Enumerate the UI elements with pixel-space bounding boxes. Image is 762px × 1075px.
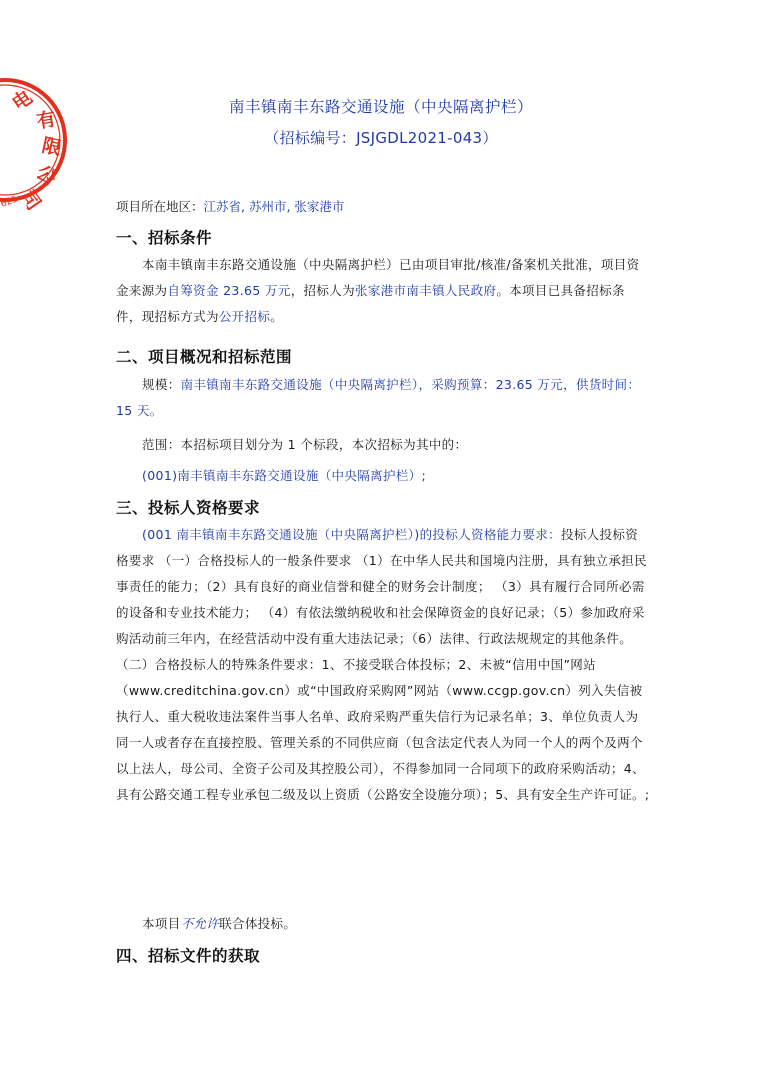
qualification-requirements: [116, 522, 650, 808]
scale-value: 南丰镇南丰东路交通设施（中央隔离护栏），采购预算：23.65 万元，供货时间：15 天。: [116, 377, 641, 418]
section-heading-1: 一、招标条件: [116, 229, 213, 247]
svg-text:有: 有: [35, 107, 58, 133]
text-span: 投标人投标资格要求 （一）合格投标人的一般条件要求 （1）在中华人民共和国境内注册，具有独立承担民事责任的能力；（2）具有良好的商业信誉和健全的财务会计制度； （3）具有履行合同所必需的设备和专业技术能力； （4）有依法缴纳税收和社会保障资金的良好记录；（5）参加政府采购活动前三年内，在经营活动中没有重大违法记录；（6）法律、行政法规规定的其他条件。（二）合格投标人的特殊条件要求：1、不接受联合体投标；2、未被“信用中国”网站（www.creditchina.gov.cn）或“中国政府采购网”网站（www.ccgp.gov.cn）列入失信被执行人、重大税收违法案件当事人名单、政府采购严重失信行为记录名单；3、单位负责人为同一人或者存在直接控股、管理关系的不同供应商（包含法定代表人为同一个人的两个及两个以上法人，母公司、全资子公司及其控股公司），不得参加同一合同项下的政府采购活动；4、具有公路交通工程专业承包二级及以上资质（公路安全设施分项）；5、具有安全生产许可证。;: [116, 527, 650, 802]
svg-text:电: 电: [8, 86, 37, 116]
text-span: 联合体投标。: [219, 916, 297, 931]
section-heading-3: 三、投标人资格要求: [116, 499, 261, 517]
tender-method: 公开招标: [218, 309, 271, 324]
lot-ref: (001 南丰镇南丰东路交通设施（中央隔离护栏）)的投标人资格能力要求：: [142, 527, 561, 542]
text-span: ，招标人为: [290, 283, 355, 298]
consortium-note: [116, 911, 650, 937]
tenderer-name: 张家港市南丰镇人民政府: [354, 283, 497, 298]
location-label: 项目所在地区：: [116, 199, 204, 214]
section-heading-2: 二、项目概况和招标范围: [116, 348, 293, 366]
text-span: 本南丰镇南丰东路交通设施（中央隔离护栏）已由项目审批/核准/备案机关批准，项目资金来源为: [116, 257, 640, 298]
text-span: 。本项目已具备招标条件，现招标方式为: [116, 283, 625, 324]
svg-text:司: 司: [15, 186, 45, 215]
project-scale: [116, 372, 650, 424]
not-allowed: 不允许: [180, 916, 220, 931]
fund-source: 自筹资金 23.65 万元: [167, 283, 291, 298]
section-1-paragraph: [116, 252, 650, 330]
location-value: 江苏省, 苏州市, 张家港市: [203, 199, 345, 214]
project-scope: 范围：本招标项目划分为 1 个标段，本次招标为其中的：: [142, 437, 468, 452]
text-span: 规模：: [142, 377, 181, 392]
page-title: 南丰镇南丰东路交通设施（中央隔离护栏）: [228, 98, 533, 116]
text-span: 。: [270, 309, 284, 324]
project-location: [116, 197, 344, 215]
svg-text:625: 625: [0, 194, 20, 210]
svg-text:公: 公: [32, 161, 61, 191]
lot-item: (001)南丰镇南丰东路交通设施（中央隔离护栏）;: [142, 468, 427, 483]
bid-number: （招标编号：JSJGDL2021-043）: [264, 129, 498, 147]
section-heading-4: 四、招标文件的获取: [116, 947, 261, 965]
svg-text:限: 限: [39, 134, 64, 160]
text-span: 本项目: [142, 916, 181, 931]
